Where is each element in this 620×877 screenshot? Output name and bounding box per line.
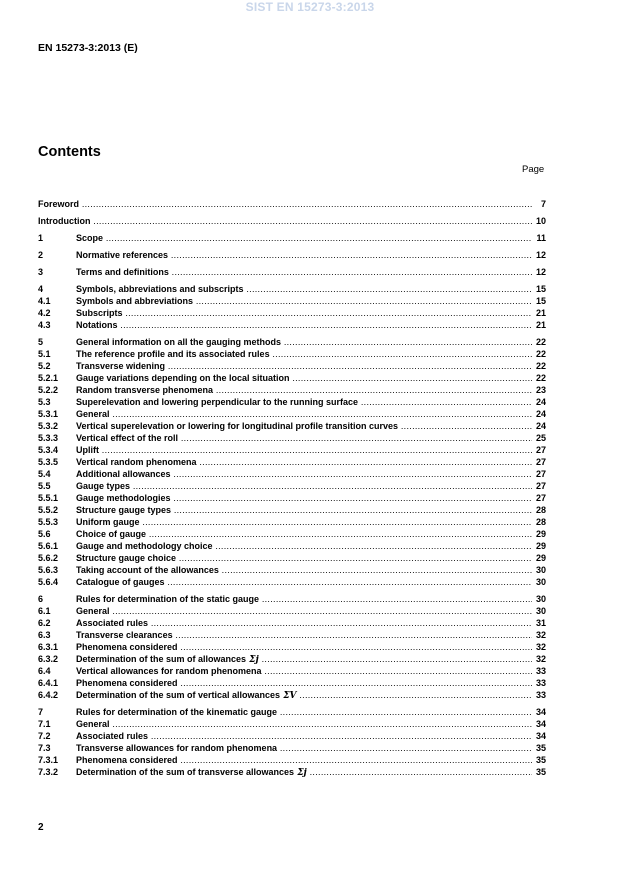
toc-entry-number: 5.5.1 — [38, 493, 59, 503]
toc-entry-title — [76, 408, 532, 420]
toc-entry-title-text: Symbols, abbreviations and subscripts — [76, 284, 244, 294]
toc-entry-title — [76, 504, 532, 516]
toc-entry-title-text: Rules for determination of the static gauge — [76, 594, 260, 604]
toc-entry-page: 29 — [535, 529, 546, 539]
toc-entry-title-text: General information on all the gauging methods — [76, 337, 282, 347]
toc-entry-title-text: Uplift — [76, 445, 99, 455]
toc-entry-number: 7.1 — [38, 719, 51, 729]
toc-entry-number: 5.6 — [38, 529, 51, 539]
toc-entry-title-text: Gauge types — [76, 481, 131, 491]
toc-entry-title — [76, 456, 532, 468]
toc-entry[interactable] — [38, 444, 546, 456]
toc-entry-number: 7.3.2 — [38, 767, 59, 777]
toc-entry-title — [38, 215, 532, 227]
toc-entry-page: 30 — [535, 577, 546, 587]
toc-entry-number: 5.3.1 — [38, 409, 59, 419]
toc-entry-number: 6.4.1 — [38, 678, 59, 688]
toc-entry[interactable] — [38, 629, 546, 641]
toc-entry[interactable] — [38, 408, 546, 420]
toc-entry-number: 6.4.2 — [38, 690, 59, 700]
toc-entry-page: 12 — [535, 250, 546, 260]
toc-entry-title — [76, 516, 532, 528]
toc-entry[interactable] — [38, 653, 546, 665]
toc-entry-page: 34 — [535, 719, 546, 729]
toc-entry[interactable] — [38, 266, 546, 278]
toc-entry-page: 34 — [535, 731, 546, 741]
toc-entry-title — [76, 232, 532, 244]
toc-entry-page: 21 — [535, 320, 546, 330]
toc-entry-page: 32 — [535, 654, 546, 664]
toc-entry[interactable] — [38, 677, 546, 689]
toc-entry-page: 22 — [535, 337, 546, 347]
toc-entry[interactable] — [38, 468, 546, 480]
toc-entry-number: 2 — [38, 250, 44, 260]
toc-entry-number: 5.5.2 — [38, 505, 59, 515]
toc-entry-title-text: Vertical effect of the roll — [76, 433, 179, 443]
toc-entry[interactable] — [38, 295, 546, 307]
toc-entry[interactable] — [38, 384, 546, 396]
toc-entry-title-text: Gauge methodologies — [76, 493, 171, 503]
toc-entry[interactable] — [38, 249, 546, 261]
toc-entry-title-text: Determination of the sum of vertical allowances — [76, 690, 281, 700]
toc-entry-title — [76, 336, 532, 348]
toc-entry-number: 6.3.2 — [38, 654, 59, 664]
toc-entry-title-text: Gauge and methodology choice — [76, 541, 213, 551]
toc-entry-title-text: Uniform gauge — [76, 517, 140, 527]
toc-entry-title — [76, 348, 532, 360]
toc-entry-number: 6.1 — [38, 606, 51, 616]
table-of-contents — [38, 198, 546, 783]
toc-entry-title — [76, 432, 532, 444]
toc-entry[interactable] — [38, 283, 546, 295]
toc-entry-title — [76, 605, 532, 617]
toc-entry-page: 32 — [535, 630, 546, 640]
toc-entry-title-text: Transverse allowances for random phenomena — [76, 743, 278, 753]
watermark: SIST EN 15273-3:2013 — [245, 0, 375, 14]
toc-entry[interactable] — [38, 198, 546, 210]
toc-entry-number: 7.3 — [38, 743, 51, 753]
toc-entry-title-text: Structure gauge choice — [76, 553, 177, 563]
toc-entry[interactable] — [38, 564, 546, 576]
toc-entry[interactable] — [38, 706, 546, 718]
toc-entry-title-text: Phenomena considered — [76, 755, 178, 765]
toc-entry-page: 15 — [535, 296, 546, 306]
toc-entry[interactable] — [38, 742, 546, 754]
toc-entry-page: 35 — [535, 743, 546, 753]
toc-entry-title — [76, 665, 532, 677]
toc-entry-title — [76, 706, 532, 718]
toc-entry-title-text: General — [76, 409, 110, 419]
toc-entry-page: 22 — [535, 349, 546, 359]
toc-entry-number: 5 — [38, 337, 44, 347]
toc-entry-number: 5.3 — [38, 397, 51, 407]
toc-entry-page: 24 — [535, 421, 546, 431]
toc-entry-title-text: Rules for determination of the kinematic gauge — [76, 707, 278, 717]
toc-entry-page: 35 — [535, 767, 546, 777]
toc-entry-page: 7 — [540, 199, 546, 209]
toc-group — [38, 198, 546, 210]
toc-entry-number: 6 — [38, 594, 44, 604]
document-id: EN 15273-3:2013 (E) — [38, 42, 138, 54]
toc-entry-page: 28 — [535, 505, 546, 515]
toc-entry-title-text: Transverse widening — [76, 361, 166, 371]
toc-entry-page: 33 — [535, 666, 546, 676]
toc-entry-title-text: Additional allowances — [76, 469, 171, 479]
toc-entry-title — [76, 540, 532, 552]
toc-entry-number: 7 — [38, 707, 44, 717]
toc-entry[interactable] — [38, 336, 546, 348]
toc-entry-page: 33 — [535, 678, 546, 688]
toc-entry-page: 25 — [535, 433, 546, 443]
toc-entry-number: 4 — [38, 284, 44, 294]
toc-entry-title — [76, 372, 532, 384]
toc-entry-page: 23 — [535, 385, 546, 395]
toc-entry-number: 5.6.3 — [38, 565, 59, 575]
toc-entry-title — [76, 677, 532, 689]
toc-entry-number: 7.2 — [38, 731, 51, 741]
toc-entry-page: 29 — [535, 553, 546, 563]
toc-entry[interactable] — [38, 665, 546, 677]
toc-entry[interactable] — [38, 552, 546, 564]
toc-entry-title-text: Taking account of the allowances — [76, 565, 219, 575]
toc-entry-number: 5.3.3 — [38, 433, 59, 443]
toc-entry-number: 5.4 — [38, 469, 51, 479]
toc-entry-title-text: Associated rules — [76, 618, 149, 628]
toc-entry-title-text: Notations — [76, 320, 118, 330]
toc-group — [38, 283, 546, 331]
toc-entry-title — [76, 480, 532, 492]
toc-entry-title-text: Determination of the sum of allowances — [76, 654, 247, 664]
toc-entry-title-text: Terms and definitions — [76, 267, 169, 277]
toc-entry-title-text: The reference profile and its associated rules — [76, 349, 270, 359]
toc-entry-title-text: Foreword — [38, 199, 80, 209]
toc-entry-page: 22 — [535, 361, 546, 371]
toc-entry-title-text: Structure gauge types — [76, 505, 172, 515]
toc-entry[interactable] — [38, 689, 546, 701]
toc-entry-page: 30 — [535, 565, 546, 575]
toc-entry[interactable] — [38, 319, 546, 331]
toc-entry-title-text: Symbols and abbreviations — [76, 296, 194, 306]
toc-entry-title — [76, 444, 532, 456]
toc-entry-page: 10 — [535, 216, 546, 226]
page-number: 2 — [38, 822, 44, 833]
toc-entry-title — [76, 766, 532, 779]
toc-entry-title-text: Choice of gauge — [76, 529, 147, 539]
toc-entry[interactable] — [38, 754, 546, 766]
toc-entry-title — [76, 266, 532, 278]
toc-entry-title — [76, 564, 532, 576]
toc-entry[interactable] — [38, 516, 546, 528]
toc-entry[interactable] — [38, 492, 546, 504]
toc-entry-title — [76, 742, 532, 754]
toc-entry[interactable] — [38, 360, 546, 372]
toc-entry-title-text: Normative references — [76, 250, 169, 260]
toc-entry-page: 33 — [535, 690, 546, 700]
toc-entry-page: 35 — [535, 755, 546, 765]
toc-entry-page: 21 — [535, 308, 546, 318]
toc-entry-title — [76, 384, 532, 396]
toc-group — [38, 706, 546, 778]
toc-entry-number: 5.6.4 — [38, 577, 59, 587]
toc-entry-number: 3 — [38, 267, 44, 277]
toc-entry-title-text: Associated rules — [76, 731, 149, 741]
toc-entry[interactable] — [38, 576, 546, 588]
toc-entry-number: 5.6.1 — [38, 541, 59, 551]
toc-entry-title-text: Phenomena considered — [76, 642, 178, 652]
toc-entry-page: 27 — [535, 493, 546, 503]
toc-entry-title-text: General — [76, 606, 110, 616]
toc-entry-title-text: Vertical allowances for random phenomena — [76, 666, 262, 676]
toc-entry-page: 27 — [535, 445, 546, 455]
toc-entry-title — [76, 718, 532, 730]
toc-entry-number: 6.4 — [38, 666, 51, 676]
toc-entry[interactable] — [38, 307, 546, 319]
toc-entry[interactable] — [38, 641, 546, 653]
toc-entry-title — [76, 576, 532, 588]
toc-entry-page: 34 — [535, 707, 546, 717]
toc-entry-number: 5.3.2 — [38, 421, 59, 431]
toc-entry-title-text: Vertical superelevation or lowering for longitudinal profile transition curves — [76, 421, 399, 431]
toc-entry-title-text: Gauge variations depending on the local situation — [76, 373, 290, 383]
toc-entry-title — [76, 730, 532, 742]
toc-entry-title — [76, 360, 532, 372]
toc-entry-page: 27 — [535, 457, 546, 467]
toc-entry-page: 30 — [535, 594, 546, 604]
toc-entry-number: 7.3.1 — [38, 755, 59, 765]
toc-entry-number: 5.2.2 — [38, 385, 59, 395]
toc-entry-page: 27 — [535, 469, 546, 479]
toc-entry-title — [76, 528, 532, 540]
toc-entry-title-text: Subscripts — [76, 308, 123, 318]
toc-entry-number: 5.3.4 — [38, 445, 59, 455]
toc-entry-number: 4.1 — [38, 296, 51, 306]
toc-entry-number: 4.3 — [38, 320, 51, 330]
toc-entry-title — [38, 198, 532, 210]
toc-entry-page: 15 — [535, 284, 546, 294]
toc-entry[interactable] — [38, 456, 546, 468]
toc-group — [38, 266, 546, 278]
toc-entry[interactable] — [38, 593, 546, 605]
toc-entry-page: 29 — [535, 541, 546, 551]
toc-entry[interactable] — [38, 605, 546, 617]
toc-entry-title-text: Catalogue of gauges — [76, 577, 165, 587]
toc-entry-number: 5.2 — [38, 361, 51, 371]
toc-entry-title — [76, 307, 532, 319]
toc-entry-number: 6.3 — [38, 630, 51, 640]
toc-entry-title — [76, 492, 532, 504]
toc-entry-title-text: Scope — [76, 233, 104, 243]
toc-entry-number: 1 — [38, 233, 44, 243]
toc-entry-page: 28 — [535, 517, 546, 527]
toc-group — [38, 232, 546, 244]
toc-entry-title — [76, 319, 532, 331]
toc-entry[interactable] — [38, 528, 546, 540]
toc-entry-title — [76, 593, 532, 605]
toc-entry-title-text: Random transverse phenomena — [76, 385, 214, 395]
toc-entry-number: 5.2.1 — [38, 373, 59, 383]
toc-entry-number: 5.1 — [38, 349, 51, 359]
toc-entry-title — [76, 629, 532, 641]
toc-entry-title-text: Superelevation and lowering perpendicular to the running surface — [76, 397, 359, 407]
toc-entry-title — [76, 468, 532, 480]
toc-entry-number: 5.5.3 — [38, 517, 59, 527]
toc-entry-title — [76, 249, 532, 261]
toc-entry-number: 4.2 — [38, 308, 51, 318]
toc-entry-title-text: Transverse clearances — [76, 630, 173, 640]
toc-entry-title — [76, 617, 532, 629]
toc-entry-number: 5.6.2 — [38, 553, 59, 563]
toc-entry-page: 24 — [535, 409, 546, 419]
contents-heading: Contents — [38, 144, 101, 160]
toc-entry[interactable] — [38, 766, 546, 778]
toc-entry[interactable] — [38, 348, 546, 360]
toc-entry-symbol: Σj — [246, 655, 259, 665]
toc-entry-title — [76, 420, 532, 432]
toc-entry-page: 31 — [535, 618, 546, 628]
toc-entry-page: 32 — [535, 642, 546, 652]
toc-entry-number: 6.3.1 — [38, 642, 59, 652]
toc-entry-title — [76, 295, 532, 307]
toc-entry-number: 5.3.5 — [38, 457, 59, 467]
toc-entry-title-text: Phenomena considered — [76, 678, 178, 688]
toc-entry-title — [76, 396, 532, 408]
toc-entry[interactable] — [38, 372, 546, 384]
toc-group — [38, 593, 546, 701]
toc-entry[interactable] — [38, 215, 546, 227]
toc-entry-page: 11 — [536, 233, 546, 243]
toc-entry-title-text: Determination of the sum of transverse allowances — [76, 767, 295, 777]
toc-entry-page: 22 — [535, 373, 546, 383]
toc-entry-number: 5.5 — [38, 481, 51, 491]
toc-entry[interactable] — [38, 540, 546, 552]
toc-entry-page: 30 — [535, 606, 546, 616]
toc-entry-page: 24 — [535, 397, 546, 407]
toc-entry[interactable] — [38, 420, 546, 432]
toc-entry-page: 27 — [535, 481, 546, 491]
toc-entry-title-text: General — [76, 719, 110, 729]
toc-entry-title — [76, 552, 532, 564]
toc-entry[interactable] — [38, 718, 546, 730]
toc-entry[interactable] — [38, 504, 546, 516]
toc-entry[interactable] — [38, 617, 546, 629]
toc-entry-symbol: ΣV — [280, 691, 297, 701]
toc-entry-page: 12 — [535, 267, 546, 277]
toc-entry-title — [76, 283, 532, 295]
toc-group — [38, 249, 546, 261]
toc-entry[interactable] — [38, 730, 546, 742]
toc-entry[interactable] — [38, 232, 546, 244]
page-column-label: Page — [522, 164, 545, 175]
toc-entry-title — [76, 641, 532, 653]
toc-entry-title-text: Vertical random phenomena — [76, 457, 197, 467]
toc-entry-title-text: Introduction — [38, 216, 91, 226]
toc-entry[interactable] — [38, 480, 546, 492]
toc-entry-symbol: Σj — [294, 768, 307, 778]
toc-group — [38, 336, 546, 588]
toc-entry[interactable] — [38, 396, 546, 408]
toc-group — [38, 215, 546, 227]
toc-entry[interactable] — [38, 432, 546, 444]
toc-entry-title — [76, 689, 532, 702]
toc-entry-title — [76, 754, 532, 766]
toc-entry-number: 6.2 — [38, 618, 51, 628]
